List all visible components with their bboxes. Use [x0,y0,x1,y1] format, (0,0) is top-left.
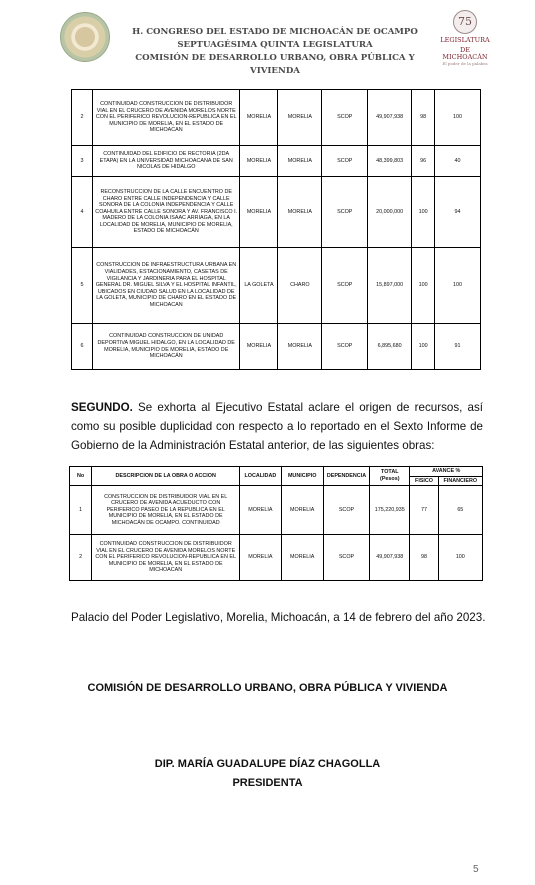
cell-no: 1 [70,486,92,535]
cell-no: 4 [72,177,93,248]
header-municipio: MUNICIPIO [281,467,323,486]
cell-total: 49,907,938 [370,535,410,581]
cell-total: 6,895,680 [368,324,412,370]
cell-financiero: 91 [435,324,481,370]
closing-line: Palacio del Poder Legislativo, Morelia, Michoacán, a 14 de febrero del año 2023. [71,611,486,624]
cell-fisico: 98 [410,535,438,581]
cell-municipio: MORELIA [278,177,322,248]
cell-fisico: 77 [410,486,438,535]
paragraph-text: Se exhorta al Ejecutivo Estatal aclare el origen de recursos, así como su posible duplicidad con respecto a lo reportado en el Sexto Informe de Gobierno de la Administración Estatal anterior, de las siguientes obras: [71,401,483,452]
cell-desc: CONTINUIDAD CONSTRUCCION DE UNIDAD DEPORTIVA MIGUEL HIDALGO, EN LA LOCALIDAD DE MORELIA, MUNICIPIO DE MORELIA, ESTADO DE MICHOACÁN [92,324,240,370]
header-dependencia: DEPENDENCIA [323,467,369,486]
table-row [72,324,481,370]
cell-municipio: MORELIA [281,535,323,581]
cell-dependencia: SCOP [323,535,369,581]
table-row [70,486,483,535]
logo-text-2: DE MICHOACÁN [442,46,488,61]
cell-fisico: 96 [412,146,435,177]
cell-desc: CONTINUIDAD CONSTRUCCION DE DISTRIBUIDOR VIAL EN EL CRUCERO DE AVENIDA MORELOS NORTE CON EL PERIFERICO REVOLUCION-REPUBLICA EN EL MUNICIPIO DE MORELIA, EN EL ESTADO DE MICHOACAN [92,90,240,146]
header-line-2: SEPTUAGÉSIMA QUINTA LEGISLATURA [177,40,373,50]
header-avance: AVANCE % [410,467,483,477]
cell-localidad: MORELIA [240,177,278,248]
cell-desc: CONTINUIDAD DEL EDIFICIO DE RECTORIA (2DA ETAPA) EN LA UNIVERSIDAD MICHOACANA DE SAN NICOLAS DE HIDALGO [92,146,240,177]
cell-localidad: MORELIA [240,535,281,581]
logo-text-1: LEGISLATURA [440,36,490,44]
header-line-1: H. CONGRESO DEL ESTADO DE MICHOACÁN DE OCAMPO [132,27,418,37]
header-financiero: FINANCIERO [438,477,482,486]
page-number: 5 [473,864,479,875]
cell-no: 3 [72,146,93,177]
header-localidad: LOCALIDAD [240,467,281,486]
cell-desc: CONTINUIDAD CONSTRUCCION DE DISTRIBUIDOR VIAL EN EL CRUCERO DE AVENIDA MORELOS NORTE CON EL PERIFERICO REVOLUCION-REPUBLICA EN EL MUNICIPIO DE MORELIA, EN EL ESTADO DE MICHOACAN [92,535,240,581]
works-table [69,466,483,581]
header-fisico: FISICO [410,477,438,486]
cell-localidad: MORELIA [240,146,278,177]
cell-fisico: 100 [412,177,435,248]
header-no: No [70,467,92,486]
table-row [72,90,481,146]
cell-dependencia: SCOP [322,177,368,248]
signatory-name: DIP. MARÍA GUADALUPE DÍAZ CHAGOLLA [154,758,381,770]
cell-total: 48,399,803 [368,146,412,177]
cell-localidad: LA GOLETA [240,248,278,324]
works-table-continued [71,89,481,370]
cell-financiero: 94 [435,177,481,248]
cell-financiero: 100 [435,90,481,146]
cell-dependencia: SCOP [323,486,369,535]
cell-municipio: MORELIA [278,90,322,146]
cell-total: 49,907,938 [368,90,412,146]
cell-desc: CONSTRUCCION DE DISTRIBUIDOR VIAL EN EL CRUCERO DE AVENIDA ACUEDUCTO CON PERIFERICO PASEO DE LA REPUBLICA EN EL MUNICIPIO DE MORELIA, EN EL ESTADO DE MICHOACÁN DE OCAMPO. CONTINUIDAD [92,486,240,535]
cell-dependencia: SCOP [322,146,368,177]
cell-dependencia: SCOP [322,324,368,370]
header-text [110,26,440,78]
cell-desc: CONSTRUCCION DE INFRAESTRUCTURA URBANA EN VIALIDADES, ESTACIONAMIENTO, CASETAS DE VIGILANCIA Y JARDINERIA PARA EL HOSPITAL GENERAL DR. MIGUEL SILVA Y EL HOSPITAL INFANTIL, UBICADOS EN CIUDAD SALUD EN LA LOCALIDAD DE LA GOLETA, MUNICIPIO DE CHARO EN EL ESTADO DE MICHOACAN [92,248,240,324]
cell-municipio: MORELIA [278,146,322,177]
cell-dependencia: SCOP [322,90,368,146]
cell-total: 20,000,000 [368,177,412,248]
header-desc: DESCRIPCION DE LA OBRA O ACCION [92,467,240,486]
commission-name: COMISIÓN DE DESARROLLO URBANO, OBRA PÚBLICA Y VIVIENDA [87,682,448,694]
legislatura-75-logo [440,10,490,66]
cell-financiero: 65 [438,486,482,535]
table-row [72,248,481,324]
paragraph-lead: SEGUNDO. [71,401,133,414]
cell-no: 2 [72,90,93,146]
cell-no: 5 [72,248,93,324]
cell-financiero: 100 [435,248,481,324]
cell-no: 6 [72,324,93,370]
table-header-row [70,467,483,477]
cell-total: 175,220,935 [370,486,410,535]
signatory-role: PRESIDENTA [232,777,303,789]
table-row [70,535,483,581]
cell-municipio: MORELIA [278,324,322,370]
cell-no: 2 [70,535,92,581]
cell-localidad: MORELIA [240,486,281,535]
table-row [72,146,481,177]
segundo-paragraph [71,398,483,455]
table-row [72,177,481,248]
logo-number: 75 [453,10,477,34]
cell-fisico: 98 [412,90,435,146]
cell-localidad: MORELIA [240,324,278,370]
cell-financiero: 40 [435,146,481,177]
congress-seal-logo [60,12,110,62]
cell-fisico: 100 [412,248,435,324]
cell-municipio: CHARO [278,248,322,324]
header-total: TOTAL (Pesos) [370,467,410,486]
cell-total: 15,897,000 [368,248,412,324]
logo-text-3: El poder de la palabra [442,61,488,66]
cell-desc: RECONSTRUCCION DE LA CALLE ENCUENTRO DE CHARO ENTRE CALLE INDEPENDENCIA Y CALLE SONORA DE LA COLONIA INDEPENDENCIA Y CALLE COAHUILA ENTRE CALLE SONORA Y AV. FRANCISCO I. MADERO DE LA COLONIA ISAAC ARRIAGA, EN LA LOCALIDAD DE MORELIA, MUNICIPIO DE MORELIA, ESTADO DE MICHOACÁN [92,177,240,248]
cell-localidad: MORELIA [240,90,278,146]
document-header [0,0,535,76]
cell-municipio: MORELIA [281,486,323,535]
cell-fisico: 100 [412,324,435,370]
cell-financiero: 100 [438,535,482,581]
header-line-3: COMISIÓN DE DESARROLLO URBANO, OBRA PÚBLICA Y VIVIENDA [135,53,415,76]
cell-dependencia: SCOP [322,248,368,324]
